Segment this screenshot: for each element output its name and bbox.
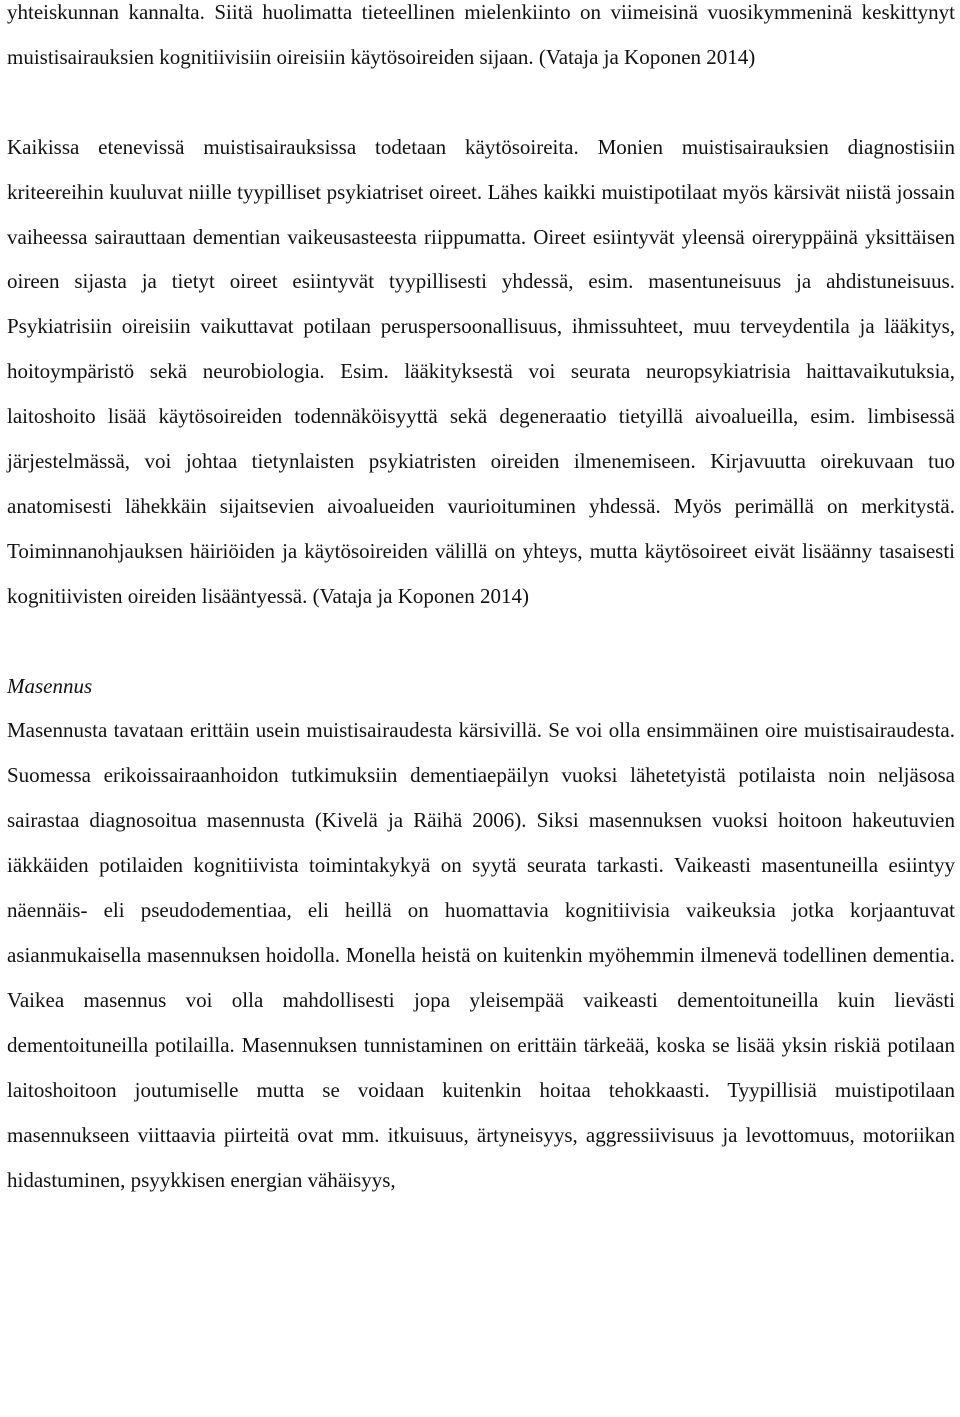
document-page xyxy=(7,0,955,1202)
section-heading-masennus: Masennus xyxy=(7,673,93,698)
paragraph-intro-continuation: yhteiskunnan kannalta. Siitä huolimatta tieteellinen mielenkiinto on viimeisinä vuosikymmeninä keskittynyt muistisairauksien kognitiivisiin oireisiin käytösoireiden sijaan. (Vataja ja Koponen 2014) xyxy=(7,0,955,69)
paragraph-masennus: Masennusta tavataan erittäin usein muistisairaudesta kärsivillä. Se voi olla ensimmäinen oire muistisairaudesta. Suomessa erikoissairaanhoidon tutkimuksiin dementiaepäilyn vuoksi lähetetyistä potilaista noin neljäsosa sairastaa diagnosoitua masennusta (Kivelä ja Räihä 2006). Siksi masennuksen vuoksi hoitoon hakeutuvien iäkkäiden potilaiden kognitiivista toimintakykyä on syytä seurata tarkasti. Vaikeasti masentuneilla esiintyy näennäis- eli pseudodementiaa, eli heillä on huomattavia kognitiivisia vaikeuksia jotka korjaantuvat asianmukaisella masennuksen hoidolla. Monella heistä on kuitenkin myöhemmin ilmenevä todellinen dementia. Vaikea masennus voi olla mahdollisesti jopa yleisempää vaikeasti dementoituneilla kuin lievästi dementoituneilla potilailla. Masennuksen tunnistaminen on erittäin tärkeää, koska se lisää yksin riskiä potilaan laitoshoitoon joutumiselle mutta se voidaan kuitenkin hoitaa tehokkaasti. Tyypillisiä muistipotilaan masennukseen viittaavia piirteitä ovat mm. itkuisuus, ärtyneisyys, aggressiivisuus ja levottomuus, motoriikan hidastuminen, psyykkisen energian vähäisyys, xyxy=(7,718,955,1192)
paragraph-behavioral-symptoms: Kaikissa etenevissä muistisairauksissa todetaan käytösoireita. Monien muistisairauksien diagnostisiin kriteereihin kuuluvat niille tyypilliset psykiatriset oireet. Lähes kaikki muistipotilaat myös kärsivät niistä jossain vaiheessa sairauttaan dementian vaikeusasteesta riippumatta. Oireet esiintyvät yleensä oireryppäinä yksittäisen oireen sijasta ja tietyt oireet esiintyvät tyypillisesti yhdessä, esim. masentuneisuus ja ahdistuneisuus. Psykiatrisiin oireisiin vaikuttavat potilaan peruspersoonallisuus, ihmissuhteet, muu terveydentila ja lääkitys, hoitoympäristö sekä neurobiologia. Esim. lääkityksestä voi seurata neuropsykiatrisia haittavaikutuksia, laitoshoito lisää käytösoireiden todennäköisyyttä sekä degeneraatio tietyillä aivoalueilla, esim. limbisessä järjestelmässä, voi johtaa tietynlaisten psykiatristen oireiden ilmenemiseen. Kirjavuutta oirekuvaan tuo anatomisesti lähekkäin sijaitsevien aivoalueiden vaurioituminen yhdessä. Myös perimällä on merkitystä. Toiminnanohjauksen häiriöiden ja käytösoireiden välillä on yhteys, mutta käytösoireet eivät lisäänny tasaisesti kognitiivisten oireiden lisääntyessä. (Vataja ja Koponen 2014) xyxy=(7,134,955,608)
